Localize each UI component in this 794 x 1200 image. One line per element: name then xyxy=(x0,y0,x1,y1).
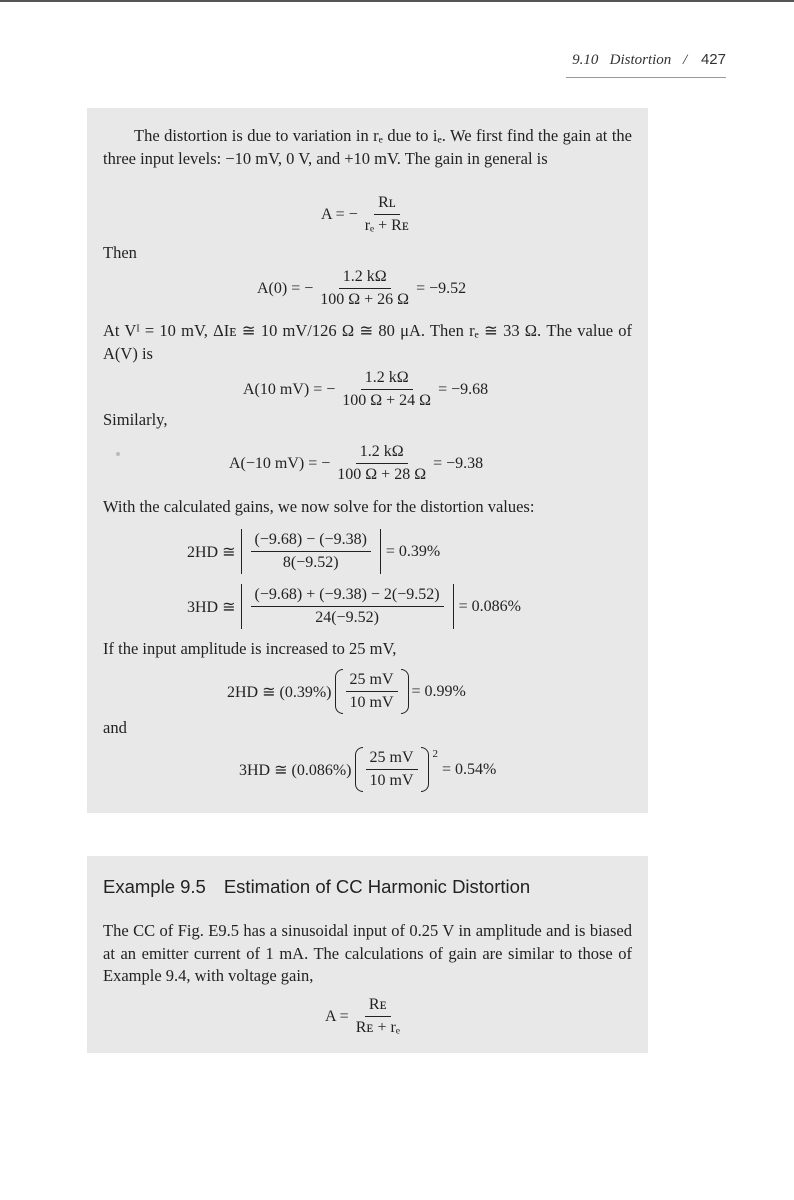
eq-fraction xyxy=(361,194,413,235)
equation-a-10mv xyxy=(243,369,488,410)
eq-denominator: 10 mV xyxy=(349,694,394,711)
page-number: 427 xyxy=(700,51,726,68)
eq-rhs: = 0.086% xyxy=(458,597,521,615)
eq-parenthesis xyxy=(335,671,409,712)
eq-numerator: 1.2 kΩ xyxy=(339,268,391,289)
eq-exponent: 2 xyxy=(432,747,438,760)
eq-denominator: 100 Ω + 28 Ω xyxy=(337,466,427,483)
eq-lhs: 3HD ≅ (0.086%) xyxy=(239,761,352,779)
eq-lhs: A = − xyxy=(321,205,358,223)
eq-rhs: = −9.68 xyxy=(438,380,489,398)
eq-fraction xyxy=(251,531,371,572)
eq-absolute-value xyxy=(241,529,381,574)
label-then: Then xyxy=(103,243,137,262)
eq-numerator: 1.2 kΩ xyxy=(361,369,413,390)
top-edge-rule xyxy=(0,0,794,2)
example-label: Example 9.5 xyxy=(103,876,206,897)
eq-fraction xyxy=(366,749,418,790)
eq-rhs: = −9.38 xyxy=(433,454,484,472)
example-panel xyxy=(87,856,648,1053)
eq-fraction xyxy=(333,443,430,484)
eq-lhs: 2HD ≅ (0.39%) xyxy=(227,683,332,701)
header-rule xyxy=(566,77,726,78)
eq-numerator: (−9.68) − (−9.38) xyxy=(251,531,371,552)
equation-a-minus-10mv xyxy=(229,443,483,484)
eq-rhs: = 0.99% xyxy=(411,682,466,700)
eq-rhs: = 0.54% xyxy=(442,760,497,778)
solution-paragraph-3: With the calculated gains, we now solve for the distortion values: xyxy=(103,497,535,516)
equation-3hd-25mv xyxy=(239,749,496,790)
solution-panel xyxy=(87,108,648,813)
eq-numerator: Rʟ xyxy=(374,194,400,215)
equation-2hd xyxy=(187,529,440,574)
eq-lhs: A = xyxy=(325,1007,349,1025)
eq-denominator: 100 Ω + 26 Ω xyxy=(320,291,410,308)
running-header xyxy=(572,51,726,69)
solution-paragraph-1: The distortion is due to variation in rₑ due to iₑ. We first find the gain at the three input levels: −10 mV, 0 V, and +10 mV. The gain in general is xyxy=(103,126,632,168)
equation-a-0 xyxy=(257,268,466,309)
section-number: 9.10 xyxy=(572,52,599,68)
eq-lhs: 2HD ≅ xyxy=(187,543,236,561)
eq-denominator: 10 mV xyxy=(369,772,414,789)
section-title: Distortion xyxy=(609,52,672,68)
eq-denominator: Rᴇ + rₑ xyxy=(355,1019,400,1036)
equation-cc-gain xyxy=(325,996,407,1037)
eq-lhs: 3HD ≅ xyxy=(187,598,236,616)
eq-numerator: 1.2 kΩ xyxy=(356,443,408,464)
header-separator: / xyxy=(683,52,688,68)
equation-2hd-25mv xyxy=(227,671,466,712)
eq-fraction xyxy=(251,586,444,627)
eq-rhs: = 0.39% xyxy=(385,542,441,560)
solution-paragraph-2: At Vᴵ = 10 mV, ΔIᴇ ≅ 10 mV/126 Ω ≅ 80 μA. Then rₑ ≅ 33 Ω. The value of A(V) is xyxy=(103,321,632,363)
eq-numerator: (−9.68) + (−9.38) − 2(−9.52) xyxy=(251,586,444,607)
example-heading xyxy=(103,876,530,898)
eq-denominator: 8(−9.52) xyxy=(282,554,339,571)
scan-speck xyxy=(116,452,120,456)
eq-fraction xyxy=(346,671,398,712)
label-similarly: Similarly, xyxy=(103,410,168,429)
solution-paragraph-4: If the input amplitude is increased to 25 mV, xyxy=(103,639,397,658)
label-and: and xyxy=(103,718,127,737)
eq-denominator: 100 Ω + 24 Ω xyxy=(342,392,432,409)
eq-numerator: 25 mV xyxy=(366,749,418,770)
eq-fraction xyxy=(338,369,435,410)
eq-lhs: A(10 mV) = − xyxy=(243,380,336,398)
example-title: Estimation of CC Harmonic Distortion xyxy=(223,876,531,897)
eq-parenthesis xyxy=(355,749,429,790)
eq-absolute-value xyxy=(241,584,454,629)
eq-rhs: = −9.52 xyxy=(416,279,467,297)
example-paragraph: The CC of Fig. E9.5 has a sinusoidal input of 0.25 V in amplitude and is biased at an emitter current of 1 mA. The calculations of gain are similar to those of Example 9.4, with voltage gain, xyxy=(103,921,632,985)
eq-numerator: Rᴇ xyxy=(365,996,391,1017)
equation-general-gain xyxy=(321,194,416,235)
eq-denominator: 24(−9.52) xyxy=(315,609,379,626)
eq-denominator: rₑ + Rᴇ xyxy=(364,217,409,234)
eq-numerator: 25 mV xyxy=(346,671,398,692)
eq-fraction xyxy=(352,996,404,1037)
eq-fraction xyxy=(316,268,413,309)
eq-lhs: A(0) = − xyxy=(257,279,314,297)
eq-lhs: A(−10 mV) = − xyxy=(229,454,331,472)
equation-3hd xyxy=(187,584,521,629)
